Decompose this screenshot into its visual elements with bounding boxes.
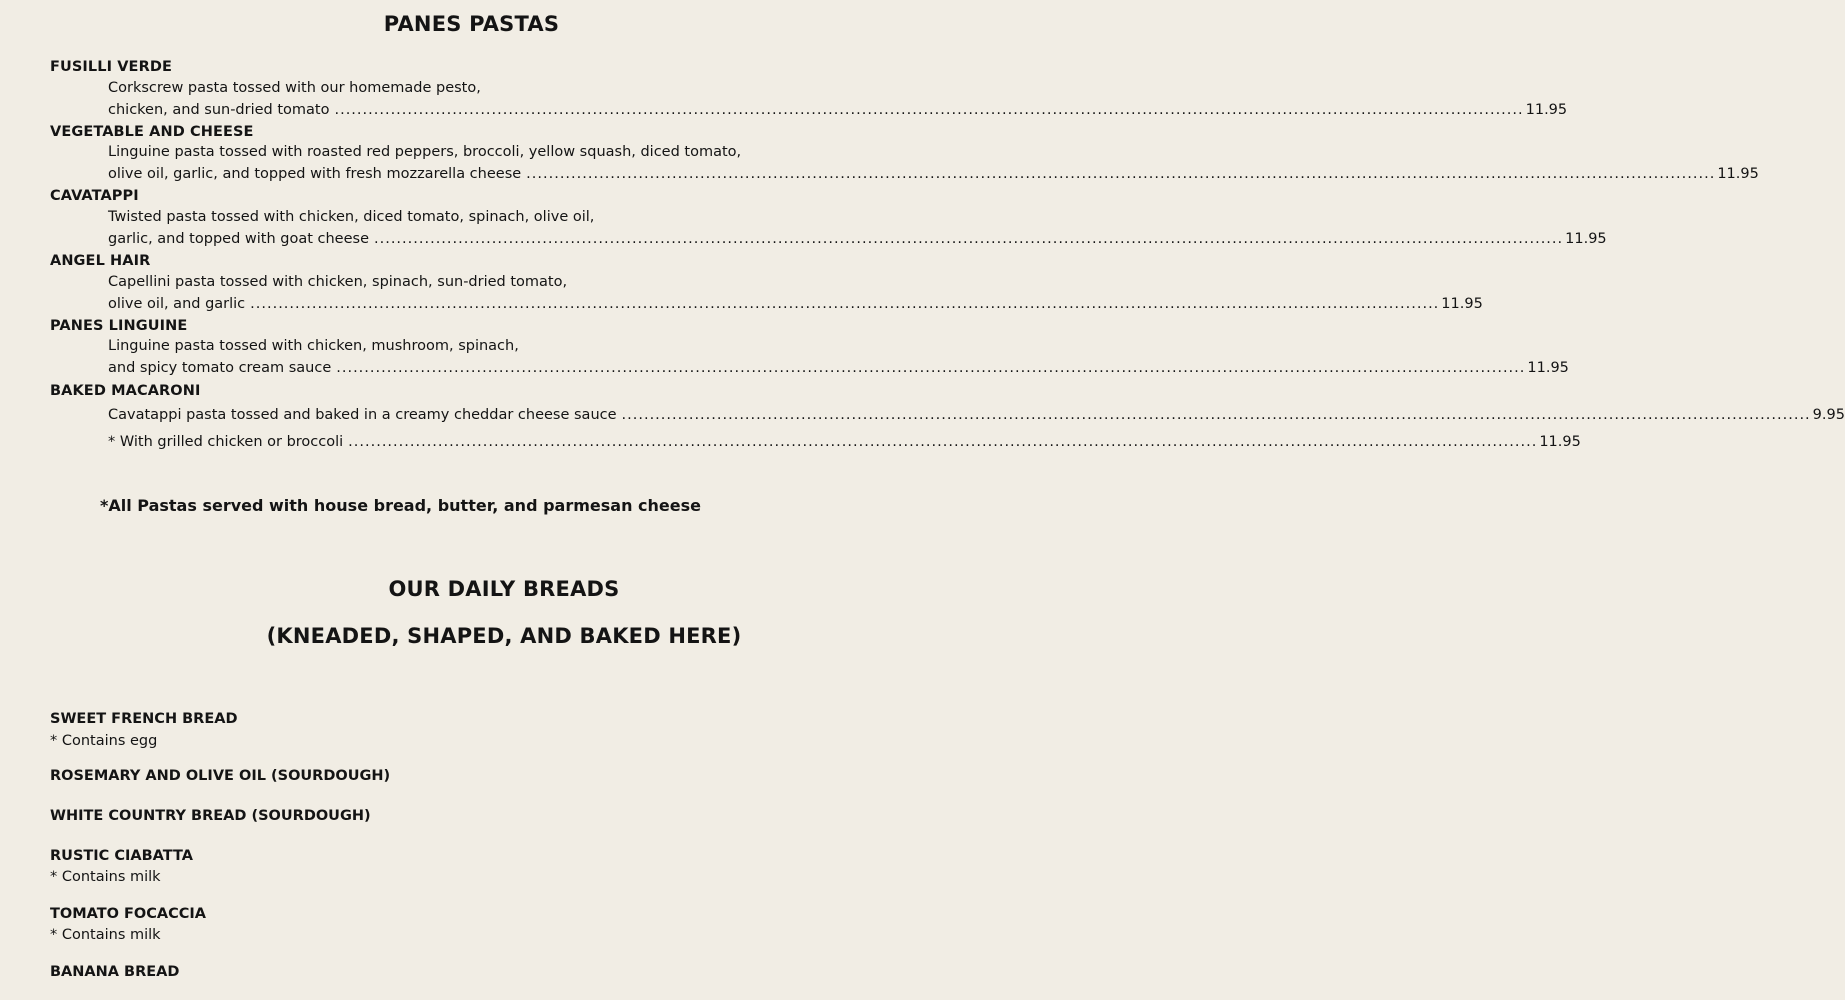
menu-item-price-line [108,102,1568,118]
dot-leader: .................................................................................................................................................................................................................... [526,166,1716,182]
dot-leader: .................................................................................................................................................................................................................... [336,360,1526,376]
dot-leader: .................................................................................................................................................................................................................... [348,434,1538,450]
dot-leader: .................................................................................................................................................................................................................... [374,231,1564,247]
bread-item-name: BANANA BREAD [50,964,180,980]
bread-item-note: * Contains milk [50,869,161,885]
dot-leader: .................................................................................................................................................................................................................... [250,296,1440,312]
menu-item-price-line [108,360,1569,376]
bread-item-note: * Contains egg [50,733,158,749]
menu-item-name: PANES LINGUINE [50,318,188,334]
menu-item-price: 9.95 [1812,407,1845,423]
menu-item-description: Linguine pasta tossed with roasted red peppers, broccoli, yellow squash, diced tomato, [108,144,742,160]
menu-item-name: VEGETABLE AND CHEESE [50,124,254,140]
menu-item-price: 11.95 [1565,231,1607,247]
menu-item-description: Cavatappi pasta tossed and baked in a creamy cheddar cheese sauce [108,407,617,423]
menu-item-description: Linguine pasta tossed with chicken, mushroom, spinach, [108,338,519,354]
menu-item-description: olive oil, garlic, and topped with fresh mozzarella cheese [108,166,522,182]
menu-item-description: Corkscrew pasta tossed with our homemade pesto, [108,80,481,96]
bread-item-name: TOMATO FOCACCIA [50,906,207,922]
menu-item-description: and spicy tomato cream sauce [108,360,332,376]
menu-item-addon-line [108,434,1581,450]
breads-section-subtitle: (KNEADED, SHAPED, AND BAKED HERE) [266,624,742,648]
menu-item-price: 11.95 [1717,166,1759,182]
menu-item-name: FUSILLI VERDE [50,59,172,75]
menu-item-price: 11.95 [1525,102,1568,118]
menu-item-description: olive oil, and garlic [108,296,246,312]
menu-item-description: chicken, and sun-dried tomato [108,102,330,118]
menu-item-description: garlic, and topped with goat cheese [108,231,369,247]
menu-item-addon-price: 11.95 [1539,434,1581,450]
bread-item-note: * Contains milk [50,927,161,943]
menu-item-name: CAVATAPPI [50,188,139,204]
menu-item-description: Capellini pasta tossed with chicken, spinach, sun-dried tomato, [108,274,568,290]
menu-item-name: BAKED MACARONI [50,383,201,399]
pasta-section-title: PANES PASTAS [383,12,560,36]
menu-item-price-line [108,296,1483,312]
menu-item-description: Twisted pasta tossed with chicken, diced tomato, spinach, olive oil, [108,209,595,225]
menu-item-price: 11.95 [1441,296,1483,312]
dot-leader: .................................................................................................................................................................................................................... [621,407,1811,423]
breads-section-title: OUR DAILY BREADS [388,577,620,601]
menu-item-name: ANGEL HAIR [50,253,151,269]
menu-item-price-line [108,407,1845,423]
menu-item-addon: * With grilled chicken or broccoli [108,434,344,450]
menu-item-price-line [108,166,1759,182]
bread-item-name: WHITE COUNTRY BREAD (SOURDOUGH) [50,808,371,824]
menu-item-price-line [108,231,1607,247]
pasta-footnote: *All Pastas served with house bread, butter, and parmesan cheese [100,496,701,515]
menu-item-price: 11.95 [1527,360,1569,376]
bread-item-name: RUSTIC CIABATTA [50,848,193,864]
bread-item-name: SWEET FRENCH BREAD [50,711,238,727]
bread-item-name: ROSEMARY AND OLIVE OIL (SOURDOUGH) [50,768,391,784]
dot-leader: .................................................................................................................................................................................................................... [334,102,1524,118]
